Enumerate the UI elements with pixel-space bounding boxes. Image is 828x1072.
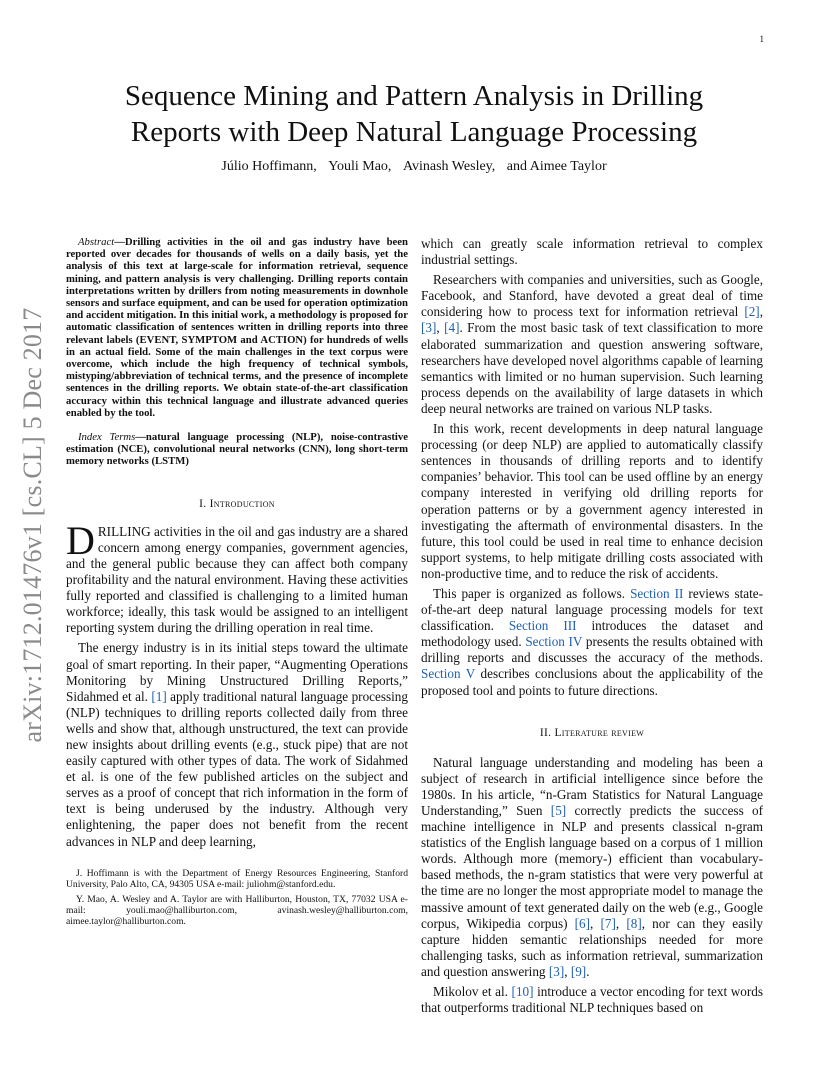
lit-p1-text-c: , nor can they easily capture hidden semantic relationships needed for more challenging tasks, such as information retrieval, summarization and question answering	[421, 915, 763, 979]
left-column	[66, 236, 408, 932]
abstract-text: —Drilling activities in the oil and gas industry have been reported over decades for thousands of wells on a daily basis, yet the analysis of this text at large-scale for information retrieval, sequence mining, and pattern analysis is very challenging. Drilling reports contain interpretations written by drillers from noting measurements in downhole sensors and surface equipment, and can be used for operation optimization and accident mitigation. In this initial work, a methodology is proposed for automatic classification of sentences written in drilling reports into three relevant labels (EVENT, SYMPTOM and ACTION) for hundreds of wells in an actual field. Some of the main challenges in the text corpus were overcome, which include the high frequency of technical symbols, mistyping/abbreviation of technical terms, and the presence of incomplete sentences in the drilling reports. We obtain state-of-the-art classification accuracy within this technical language and illustrate advanced queries enabled by the tool.	[66, 236, 408, 419]
author-list	[60, 159, 768, 175]
lit-p1-text-b: correctly predicts the success of machine intelligence in NLP and presents classical n-gram statistics of the English language based on a corpus of 1 million words. Although more (memory-) efficient than vocabulary-based methods, the n-gram statistics that were very powerful at the time are no longer the most appropriate model to manage the massive amount of text generated daily on the web (e.g., Google corpus, Wikipedia corpus)	[421, 803, 763, 931]
right-p2-text-b: . From the most basic task of text classification to more elaborated summarization and question answering software, researchers have developed novel algorithms capable of learning semantics with limited or no human supervision. Such learning process depends on the availability of large datasets in which deep neural networks are trained on various NLP tasks.	[421, 320, 763, 416]
lit-p2-text-b: introduce a vector encoding for text words that outperforms traditional NLP techniques based on	[421, 984, 763, 1016]
citation-link[interactable]: [3]	[421, 320, 437, 336]
intro-paragraph-2	[66, 640, 408, 849]
paper-title	[60, 78, 768, 150]
title-line-2: Reports with Deep Natural Language Processing	[130, 116, 698, 148]
section-heading-introduction	[66, 496, 408, 512]
section-link[interactable]: Section IV	[525, 634, 583, 650]
lit-p2-text-a: Mikolov et al.	[433, 984, 512, 1000]
intro-p2-text-a: The energy industry is in its initial steps toward the ultimate goal of smart reporting. In their paper, “Augmenting Operations Monitoring by Mining Unstructured Drilling Reports,” Sidahmed et al.	[66, 640, 408, 704]
citation-link[interactable]: [7]	[600, 915, 616, 931]
footnotes	[66, 868, 408, 928]
citation-link[interactable]: [6]	[574, 915, 591, 931]
citation-link[interactable]: [1]	[151, 688, 167, 704]
section-link[interactable]: Section V	[421, 666, 476, 682]
citation-link[interactable]: [3]	[548, 963, 565, 979]
drop-cap: D	[66, 517, 95, 563]
abstract	[66, 236, 408, 419]
citation-link[interactable]: [9]	[570, 963, 587, 979]
section-link[interactable]: Section II	[630, 585, 684, 601]
right-paragraph-3: In this work, recent developments in deep natural language processing (or deep NLP) are applied to automatically classify sentences in thousands of drilling reports and to identify companies’ behavior. This tool can be used offline by an energy company interested in verifying old drilling reports for operation patterns or by a government agency interested in investigating the aftermath of environmental disasters. In the future, this tool could be used in real time to enhance decision support systems, to help mitigate drilling costs associated with non-productive time, and to reduce the risk of accidents.	[421, 421, 763, 581]
intro-p1-text: RILLING activities in the oil and gas industry are a shared concern among energy companies, government agencies, and the general public because they can affect both company profitability and the natural environment. Having these activities fully reported and classified is challenging to a limited human workforce; ideally, this task would be assigned to an intelligent reporting system during the drilling operation in real time.	[66, 523, 408, 636]
abstract-label: Abstract	[78, 236, 115, 248]
lit-p1-text-a: Natural language understanding and modeling has been a subject of research in artificial intelligence since before the 1980s. In his article, “n-Gram Statistics for Natural Language Understanding,” Suen	[421, 754, 763, 818]
section-title: Literature review	[554, 726, 645, 739]
right-p4-text-e: describes conclusions about the applicability of the proposed tool and points to future directions.	[421, 666, 763, 698]
citation-link[interactable]: [5]	[550, 803, 567, 818]
right-column	[421, 236, 763, 1020]
citation-link[interactable]: [10]	[511, 984, 534, 1000]
intro-paragraph-1	[66, 517, 408, 637]
right-paragraph-2: Researchers with companies and universities, such as Google, Facebook, and Stanford, have devoted a great deal of time considering how to process text for information retrieval [2], [3], [4]. From the most basic task of text classification to more elaborated summarization and question answering software, researchers have developed novel algorithms capable of learning semantics with limited or no human supervision. Such learning process depends on the availability of large datasets in which deep neural networks are trained on various NLP tasks.	[421, 272, 763, 416]
index-terms-text: —natural language processing (NLP), noise-contrastive estimation (NCE), convolutional neural networks (CNN), long short-term memory networks (LSTM)	[66, 431, 408, 468]
author-3: Avinash Wesley,	[402, 159, 496, 174]
right-p4-text-a: This paper is organized as follows.	[433, 585, 631, 601]
page-number: 1	[759, 34, 764, 44]
author-1: Júlio Hoffimann,	[221, 159, 317, 174]
literature-paragraph-1: Natural language understanding and modeling has been a subject of research in artificial intelligence since before the 1980s. In his article, “n-Gram Statistics for Natural Language Understanding,” Suen [5] correctly predicts the success of machine intelligence in NLP and presents classical n-gram statistics of the English language based on a corpus of 1 million words. Although more (memory-) efficient than vocabulary-based methods, the n-gram statistics that were very powerful at the time are no longer the most appropriate model to manage the massive amount of text generated daily on the web (e.g., Google corpus, Wikipedia corpus) [6], [7], [8], nor can they easily capture hidden semantic relationships needed for more challenging tasks, such as information retrieval, summarization and question answering [3], [9].	[421, 754, 763, 979]
section-heading-literature-review	[421, 725, 763, 741]
citation-link[interactable]: [2]	[744, 304, 760, 320]
citation-link[interactable]: [8]	[626, 915, 642, 931]
index-terms	[66, 431, 408, 468]
intro-p2-text-b: apply traditional natural language processing (NLP) techniques to drilling reports collected daily from three wells and show that, although unstructured, the text can provide new insights about drilling events (e.g., stuck pipe) that are not easily captured with other types of data. The work of Sidahmed et al. is one of the few published articles on the subject and serves as a proof of concept that rich information in the form of text is being underused by the industry. Although very enlightening, the paper does not benefit from the recent advances in NLP and deep learning,	[66, 688, 408, 849]
index-terms-label: Index Terms	[78, 431, 136, 444]
right-p2-text-a: Researchers with companies and universities, such as Google, Facebook, and Stanford, have devoted a great deal of time considering how to process text for information retrieval	[421, 272, 763, 320]
right-p4-text-b: reviews state-of-the-art deep natural language processing models for text classification.	[421, 585, 763, 634]
right-paragraph-1: which can greatly scale information retrieval to complex industrial settings.	[421, 236, 763, 268]
section-title: Introduction	[209, 497, 275, 510]
right-paragraph-4	[421, 586, 763, 699]
right-p4-text-c: introduces the dataset and methodology used.	[421, 618, 764, 650]
right-p4-text-d: presents the results obtained with drilling reports and discusses the accuracy of the methods.	[421, 634, 764, 666]
footnote-affiliation-1: J. Hoffimann is with the Department of Energy Resources Engineering, Stanford University, Palo Alto, CA, 94305 USA e-mail: juliohm@stanford.edu.	[66, 867, 408, 890]
lit-p1-text-d: .	[586, 963, 590, 979]
author-4: and Aimee Taylor	[506, 159, 607, 174]
section-number: II.	[539, 726, 555, 739]
section-link[interactable]: Section III	[508, 618, 577, 634]
literature-paragraph-2	[421, 984, 763, 1016]
title-line-1: Sequence Mining and Pattern Analysis in Drilling	[124, 80, 704, 112]
citation-link[interactable]: [4]	[444, 320, 460, 336]
footnote-affiliation-2: Y. Mao, A. Wesley and A. Taylor are with Halliburton, Houston, TX, 77032 USA e-mail: youli.mao@halliburton.com, avinash.wesley@halliburton.com, aimee.taylor@halliburton.com.	[66, 894, 408, 928]
arxiv-watermark	[8, 290, 58, 760]
section-number: I.	[199, 497, 210, 510]
arxiv-id: arXiv:1712.01476v1 [cs.CL] 5 Dec 2017	[18, 307, 47, 743]
author-2: Youli Mao,	[328, 159, 392, 174]
